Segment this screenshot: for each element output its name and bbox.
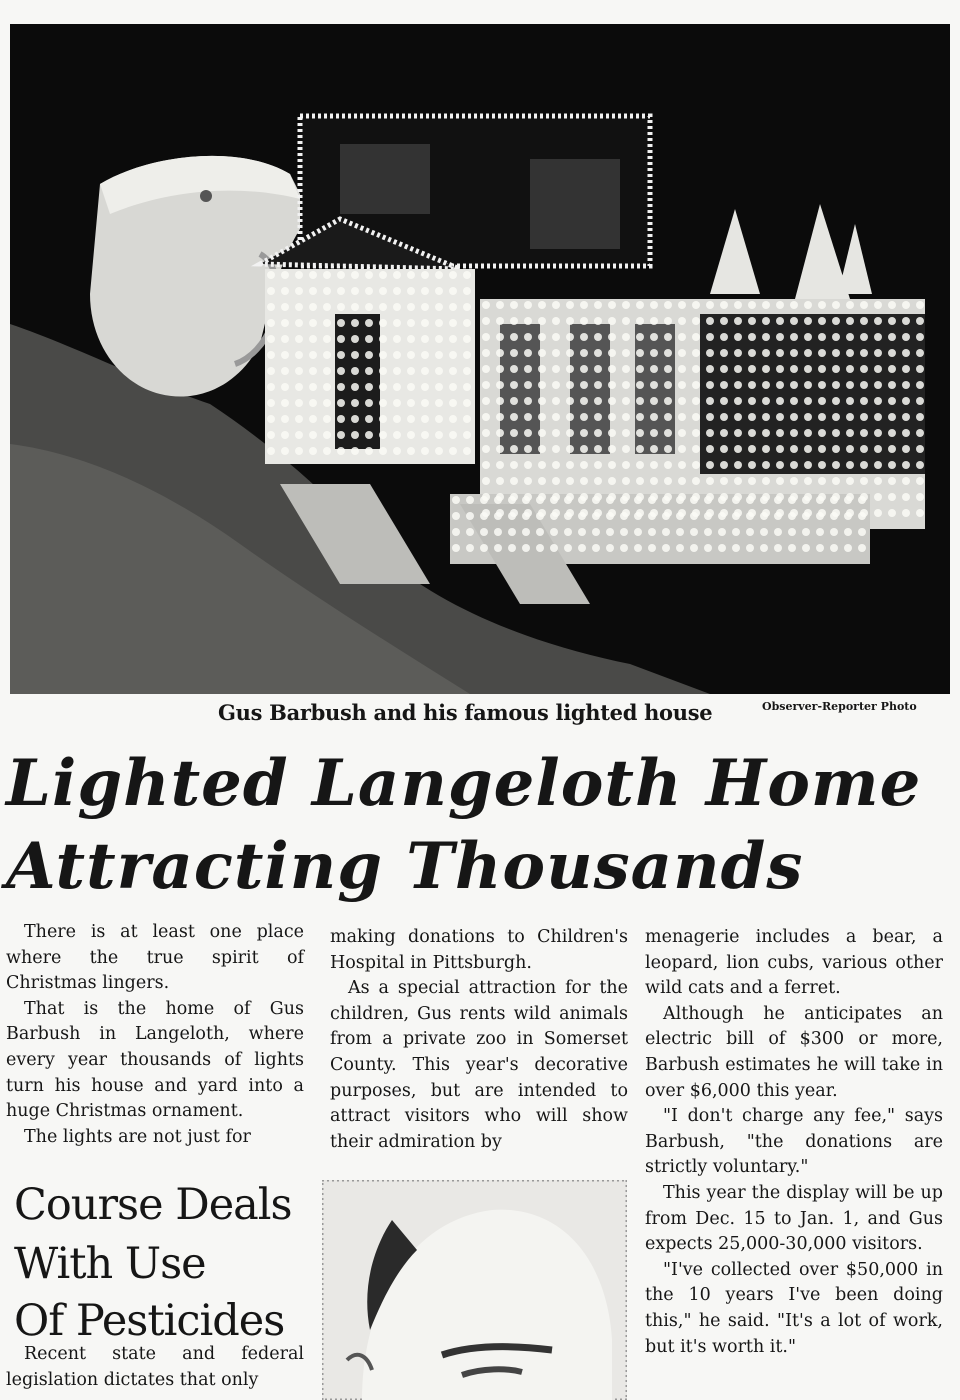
photo-caption: Gus Barbush and his famous lighted house xyxy=(218,700,713,725)
paragraph: That is the home of Gus Barbush in Langeloth, where every year thousands of lights turn his house and yard into a huge Christmas ornament. xyxy=(6,998,304,1122)
photo-credit: Observer-Reporter Photo xyxy=(762,700,917,713)
portrait-photo xyxy=(322,1180,627,1400)
paragraph: This year the display will be up from Dec. 15 to Jan. 1, and Gus expects 25,000-30,000 visitors. xyxy=(645,1182,943,1255)
article-column-3 xyxy=(645,925,943,1360)
paragraph: Although he anticipates an electric bill of $300 or more, Barbush estimates he will take in over $6,000 this year. xyxy=(645,1003,943,1101)
sidebar-headline-line-2: With Use xyxy=(14,1239,206,1289)
lighted-house-photo xyxy=(10,24,950,694)
paragraph: The lights are not just for xyxy=(24,1126,251,1147)
paragraph: As a special attraction for the children, Gus rents wild animals from a private zoo in Somerset County. This year's decorative purposes, but are intended to attract visitors who will show their admiration by xyxy=(330,978,628,1152)
paragraph: Recent state and federal legislation dictates that only xyxy=(6,1344,304,1390)
paragraph: There is at least one place where the true spirit of Christmas lingers. xyxy=(6,922,304,994)
paragraph: "I don't charge any fee," says Barbush, "the donations are strictly voluntary." xyxy=(645,1106,943,1178)
paragraph: making donations to Children's Hospital in Pittsburgh. xyxy=(330,927,628,973)
headline-line-2: Attracting Thousands xyxy=(6,829,804,904)
headline-line-1: Lighted Langeloth Home xyxy=(6,746,922,821)
article-column-2 xyxy=(330,925,628,1155)
paragraph: menagerie includes a bear, a leopard, lion cubs, various other wild cats and a ferret. xyxy=(645,927,943,999)
paragraph: "I've collected over $50,000 in the 10 years I've been doing this," he said. "It's a lot of work, but it's worth it." xyxy=(645,1259,943,1357)
article-column-1 xyxy=(6,920,304,1150)
sidebar-article-body xyxy=(6,1342,304,1393)
sidebar-headline-line-3: Of Pesticides xyxy=(14,1296,285,1346)
sidebar-headline-line-1: Course Deals xyxy=(14,1180,292,1230)
